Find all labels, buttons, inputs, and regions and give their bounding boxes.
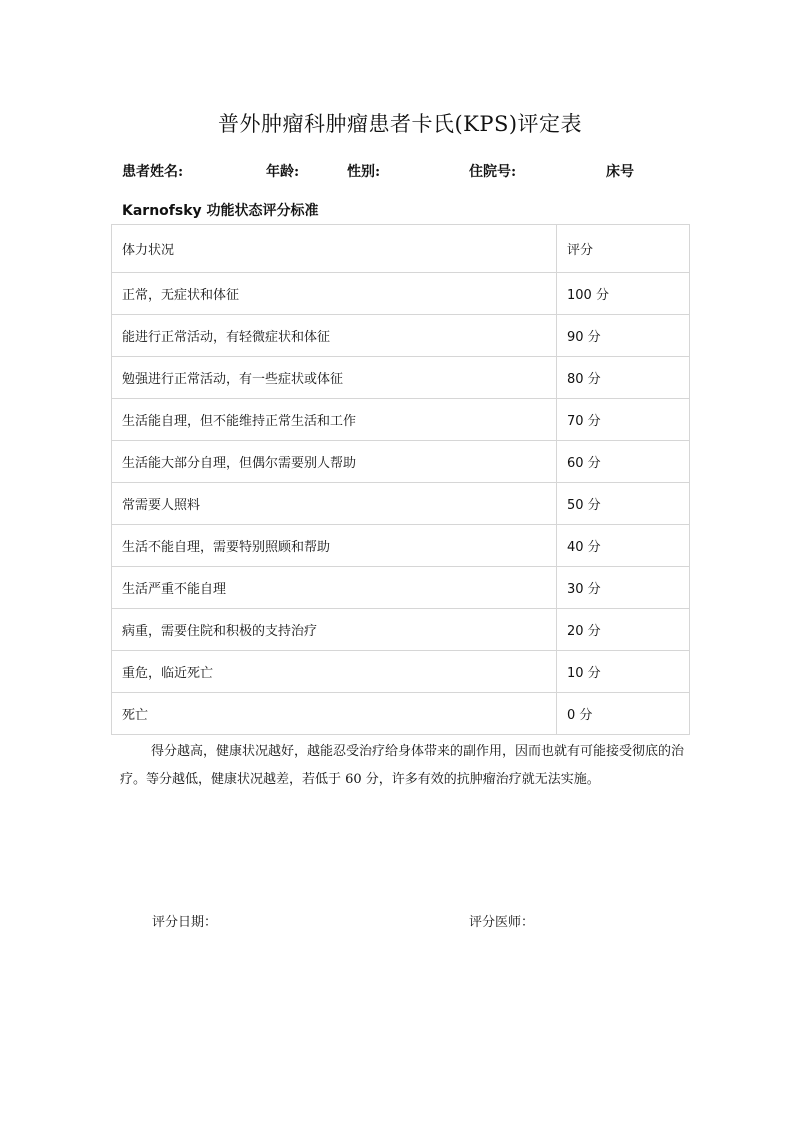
evaluation-date-label: 评分日期： (152, 915, 218, 930)
patient-info-row (0, 161, 800, 183)
score-cell: 60 分 (557, 441, 690, 483)
score-cell: 10 分 (557, 651, 690, 693)
status-cell: 正常，无症状和体征 (112, 273, 557, 315)
status-cell: 生活不能自理，需要特别照顾和帮助 (112, 525, 557, 567)
table-row (112, 273, 690, 315)
kps-score-table (111, 224, 690, 735)
score-cell: 100 分 (557, 273, 690, 315)
score-cell: 90 分 (557, 315, 690, 357)
table-row (112, 441, 690, 483)
status-cell: 病重，需要住院和积极的支持治疗 (112, 609, 557, 651)
score-cell: 80 分 (557, 357, 690, 399)
evaluating-doctor-label: 评分医师： (469, 915, 535, 930)
age-label: 年龄: (266, 164, 300, 180)
score-cell: 30 分 (557, 567, 690, 609)
table-row (112, 399, 690, 441)
gender-label: 性别: (347, 164, 381, 180)
table-row (112, 483, 690, 525)
admission-number-label: 住院号: (469, 164, 517, 180)
bed-number-label: 床号 (606, 164, 634, 180)
table-row (112, 609, 690, 651)
table-row (112, 525, 690, 567)
table-row (112, 693, 690, 735)
page-title: 普外肿瘤科肿瘤患者卡氏(KPS)评定表 (217, 112, 583, 136)
score-cell: 40 分 (557, 525, 690, 567)
score-cell: 70 分 (557, 399, 690, 441)
status-cell: 勉强进行正常活动，有一些症状或体征 (112, 357, 557, 399)
score-cell: 20 分 (557, 609, 690, 651)
status-cell: 生活能大部分自理，但偶尔需要别人帮助 (112, 441, 557, 483)
table-row (112, 567, 690, 609)
score-cell: 50 分 (557, 483, 690, 525)
column-header-status: 体力状况 (112, 225, 557, 273)
status-cell: 常需要人照料 (112, 483, 557, 525)
status-cell: 重危，临近死亡 (112, 651, 557, 693)
status-cell: 生活严重不能自理 (112, 567, 557, 609)
table-row (112, 357, 690, 399)
table-row (112, 315, 690, 357)
table-header-row (112, 225, 690, 273)
patient-name-label: 患者姓名: (122, 164, 184, 180)
status-cell: 能进行正常活动，有轻微症状和体征 (112, 315, 557, 357)
column-header-score: 评分 (557, 225, 690, 273)
score-cell: 0 分 (557, 693, 690, 735)
section-subtitle: Karnofsky 功能状态评分标准 (122, 203, 319, 219)
status-cell: 死亡 (112, 693, 557, 735)
status-cell: 生活能自理，但不能维持正常生活和工作 (112, 399, 557, 441)
table-row (112, 651, 690, 693)
scoring-note: 得分越高，健康状况越好，越能忍受治疗给身体带来的副作用，因而也就有可能接受彻底的治疗。等分越低，健康状况越差，若低于 60 分，许多有效的抗肿瘤治疗就无法实施。 (120, 744, 685, 787)
